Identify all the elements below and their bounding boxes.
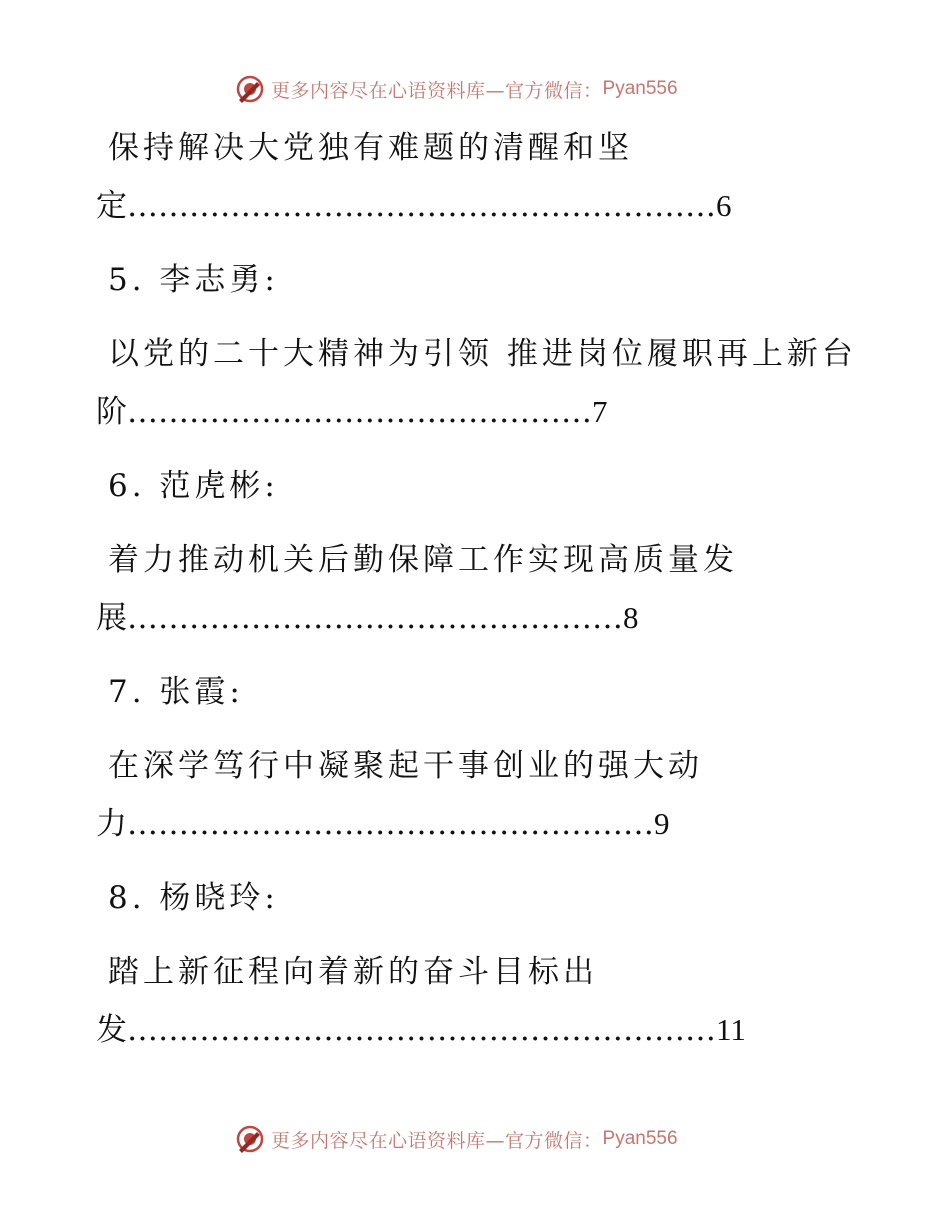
toc-page-number: 7: [592, 394, 608, 429]
toc-page-number: 6: [716, 188, 732, 223]
toc-page-number: 11: [716, 1012, 746, 1047]
toc-entry-title: 以党的二十大精神为引领 推进岗位履职再上新台: [108, 336, 857, 372]
toc-page-number: 8: [623, 600, 639, 635]
toc-dots: …………………………………………………: [127, 1012, 716, 1048]
banner-wechat-id: Pyan556: [602, 1128, 678, 1149]
toc-entry-title-tail: 展: [96, 600, 127, 636]
toc-entry-leader[interactable]: [96, 598, 639, 638]
toc-dots: ………………………………………: [127, 394, 592, 430]
toc-entry-leader[interactable]: [96, 392, 608, 432]
toc-entry-title-tail: 阶: [96, 394, 127, 430]
logo-icon: [235, 1124, 265, 1154]
toc-entry-title-tail: 定: [96, 188, 127, 224]
toc-entry-title: 踏上新征程向着新的奋斗目标出: [108, 954, 598, 990]
toc-entry-author: 5. 李志勇:: [108, 262, 279, 298]
logo-icon: [235, 74, 265, 104]
toc-entry-title: 着力推动机关后勤保障工作实现高质量发: [108, 542, 738, 578]
footer-banner: [235, 1122, 678, 1156]
toc-entry-author: 7. 张霞:: [108, 674, 244, 710]
toc-entry-title-tail: 发: [96, 1012, 127, 1048]
banner-text: 更多内容尽在心语资料库—官方微信：: [271, 79, 603, 102]
header-banner: [235, 72, 678, 106]
banner-wechat-id: Pyan556: [602, 78, 678, 99]
toc-dots: …………………………………………………: [127, 188, 716, 224]
toc-entry-author: 8. 杨晓玲:: [108, 880, 279, 916]
toc-entry-title: 保持解决大党独有难题的清醒和坚: [108, 130, 633, 166]
banner-text: 更多内容尽在心语资料库—官方微信：: [271, 1129, 603, 1152]
toc-entry-leader[interactable]: [96, 1010, 746, 1050]
toc-entry-title-tail: 力: [96, 806, 127, 842]
toc-entry-title: 在深学笃行中凝聚起干事创业的强大动: [108, 748, 703, 784]
toc-entry-leader[interactable]: [96, 186, 732, 226]
toc-entry-author: 6. 范虎彬:: [108, 468, 279, 504]
toc-entry-leader[interactable]: [96, 804, 670, 844]
toc-dots: …………………………………………: [127, 600, 623, 636]
toc-page-number: 9: [654, 806, 670, 841]
toc-dots: ……………………………………………: [127, 806, 654, 842]
